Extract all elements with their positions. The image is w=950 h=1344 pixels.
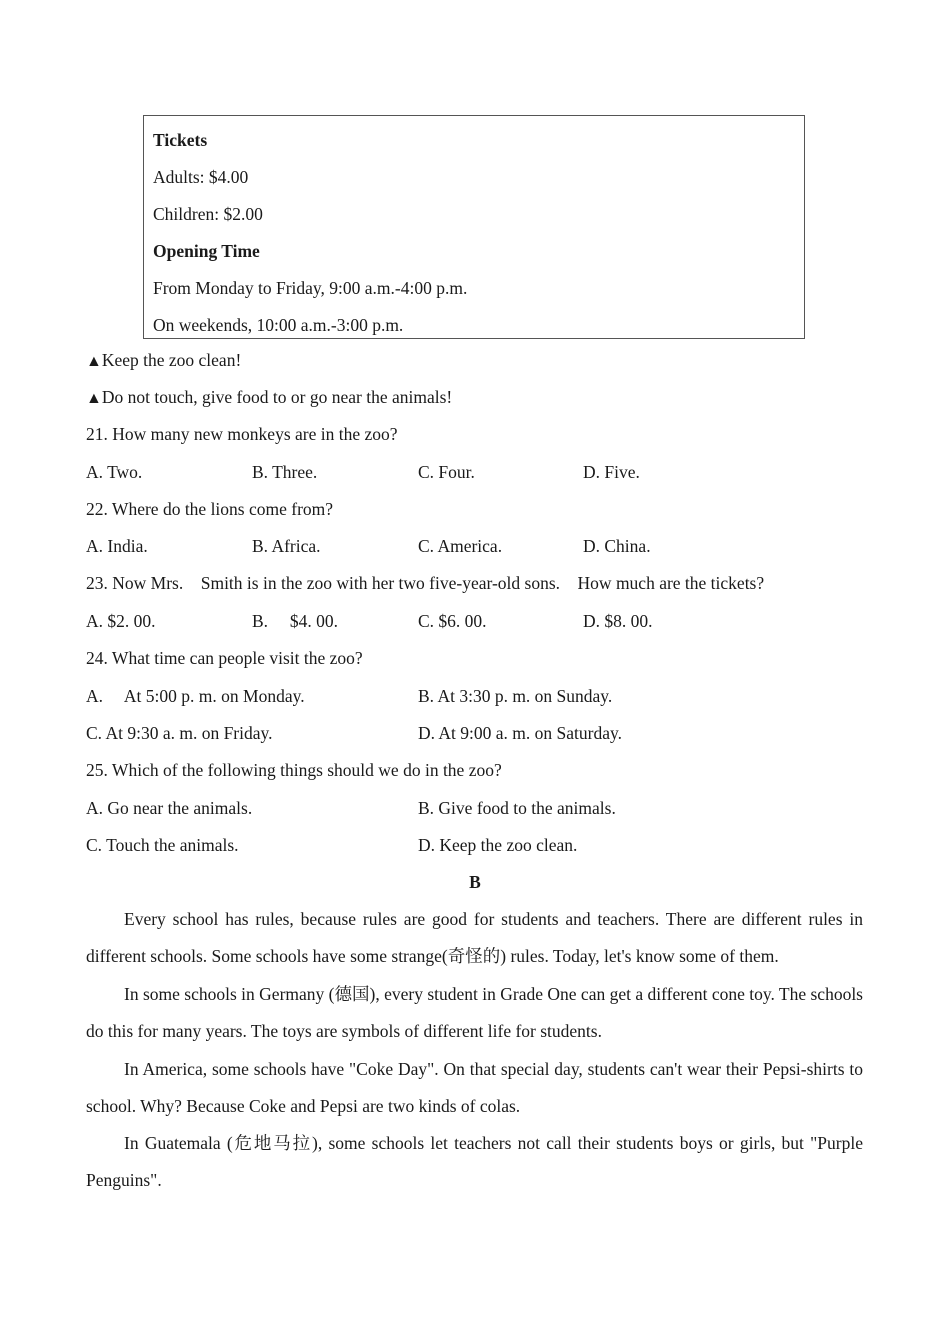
option-22c: C. America. [418,536,503,556]
rule-text: Do not touch, give food to or go near the animals! [101,387,453,407]
weekend-hours: On weekends, 10:00 a.m.-3:00 p.m. [153,315,404,335]
triangle-icon: ▲ [86,353,102,370]
option-25c: C. Touch the animals. [86,835,239,855]
paragraph-3: In America, some schools have "Coke Day". On that special day, students can't wear their Pepsi-shirts to school. Why? Because Coke and Pepsi are two kinds of colas. [86,1059,863,1117]
question-22: 22. Where do the lions come from? [86,499,334,519]
opening-time-heading: Opening Time [153,241,260,261]
option-23c: C. $6. 00. [418,611,487,631]
question-23: 23. Now Mrs. Smith is in the zoo with her two five-year-old sons. How much are the tickets? [86,573,765,593]
option-25a: A. Go near the animals. [86,798,253,818]
option-24b: B. At 3:30 p. m. on Sunday. [418,686,613,706]
section-b-heading: B [469,872,481,892]
option-22d: D. China. [583,536,651,556]
option-22a: A. India. [86,536,148,556]
triangle-icon: ▲ [86,390,102,407]
paragraph-1: Every school has rules, because rules are good for students and teachers. There are different rules in different schools. Some schools have some strange(奇怪的) rules. Today, let's know some of them. [86,909,863,967]
tickets-heading: Tickets [153,130,208,150]
option-25b: B. Give food to the animals. [418,798,616,818]
question-25: 25. Which of the following things should we do in the zoo? [86,760,502,780]
rule-item [86,386,452,410]
option-23b: B. $4. 00. [252,611,339,631]
option-24a: A. At 5:00 p. m. on Monday. [86,686,305,706]
rule-text: Keep the zoo clean! [101,350,242,370]
paragraph-2: In some schools in Germany (德国), every student in Grade One can get a different cone toy. The schools do this for many years. The toys are symbols of different life for students. [86,984,863,1042]
option-21c: C. Four. [418,462,475,482]
ticket-info-box [143,115,805,339]
question-24: 24. What time can people visit the zoo? [86,648,363,668]
question-21: 21. How many new monkeys are in the zoo? [86,424,398,444]
option-24d: D. At 9:00 a. m. on Saturday. [418,723,622,743]
option-21b: B. Three. [252,462,318,482]
paragraph-4: In Guatemala (危地马拉), some schools let teachers not call their students boys or girls, but "Purple Penguins". [86,1133,863,1191]
option-23d: D. $8. 00. [583,611,653,631]
option-23a: A. $2. 00. [86,611,156,631]
adult-price: Adults: $4.00 [153,167,249,187]
option-24c: C. At 9:30 a. m. on Friday. [86,723,273,743]
rule-item [86,349,241,373]
option-25d: D. Keep the zoo clean. [418,835,578,855]
option-22b: B. Africa. [252,536,321,556]
option-21d: D. Five. [583,462,640,482]
weekday-hours: From Monday to Friday, 9:00 a.m.-4:00 p.m. [153,278,468,298]
children-price: Children: $2.00 [153,204,263,224]
option-21a: A. Two. [86,462,143,482]
